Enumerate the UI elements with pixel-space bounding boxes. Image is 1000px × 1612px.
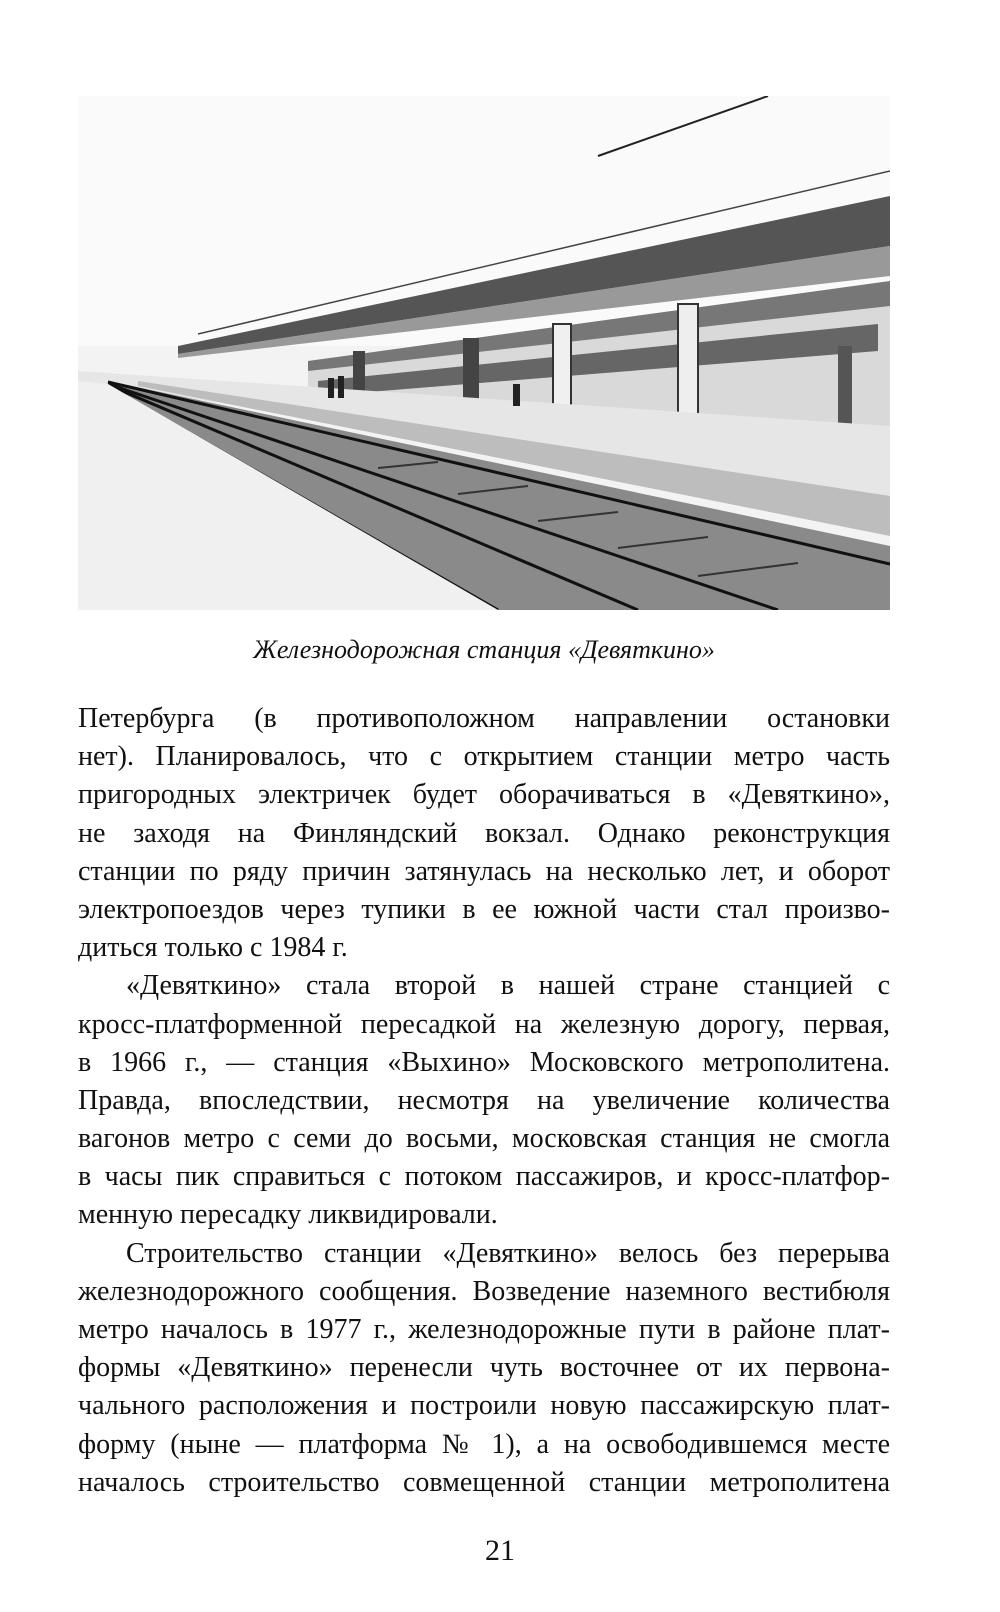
text-line: Петербурга (в противоположном направлении остановки <box>78 703 890 734</box>
station-photo <box>78 96 890 610</box>
body-text <box>78 700 890 1502</box>
text-line: железнодорожного сообщения. Возведение наземного вестибюля <box>78 1275 890 1307</box>
text-line: Строительство станции «Девяткино» велось без перерыва <box>126 1237 890 1269</box>
page-number: 21 <box>485 1534 515 1567</box>
text-line: началось строительство совмещенной станции метрополитена <box>78 1466 890 1498</box>
text-line: формы «Девяткино» перенесли чуть восточнее от их первона- <box>78 1352 890 1384</box>
text-line: чального расположения и построили новую пассажирскую плат- <box>78 1390 890 1422</box>
figure-caption: Железнодорожная станция «Девяткино» <box>253 635 715 664</box>
text-line: «Девяткино» стала второй в нашей стране станцией с <box>126 970 890 1002</box>
text-line: нет). Планировалось, что с открытием станции метро часть <box>78 741 890 773</box>
text-line: метро началось в 1977 г., железнодорожные пути в районе плат- <box>78 1314 890 1345</box>
text-line: не заходя на Финляндский вокзал. Однако реконструкция <box>78 817 890 849</box>
text-line: форму (ныне — платформа № 1), а на освободившемся месте <box>78 1428 890 1460</box>
text-line: в 1966 г., — станция «Выхино» Московского метрополитена. <box>78 1046 890 1078</box>
paragraph <box>78 1235 890 1502</box>
text-line: вагонов метро с семи до восьми, московская станция не смогла <box>78 1123 890 1155</box>
text-line: пригородных электричек будет оборачиваться в «Девяткино», <box>78 779 890 811</box>
text-line: электропоездов через тупики в ее южной части стал произво- <box>78 893 890 925</box>
text-line: в часы пик справиться с потоком пассажиров, и кросс-платфор- <box>78 1161 890 1193</box>
text-line: диться только с 1984 г. <box>78 932 348 964</box>
text-line: станции по ряду причин затянулась на несколько лет, и оборот <box>78 855 890 887</box>
paragraph <box>78 967 890 1234</box>
paragraph <box>78 700 890 967</box>
text-line: Правда, впоследствии, несмотря на увеличение количества <box>78 1084 890 1116</box>
text-line: кросс-платформенной пересадкой на железную дорогу, первая, <box>78 1008 890 1040</box>
railway-station-photo <box>78 96 890 610</box>
text-line: менную пересадку ликвидировали. <box>78 1199 498 1231</box>
